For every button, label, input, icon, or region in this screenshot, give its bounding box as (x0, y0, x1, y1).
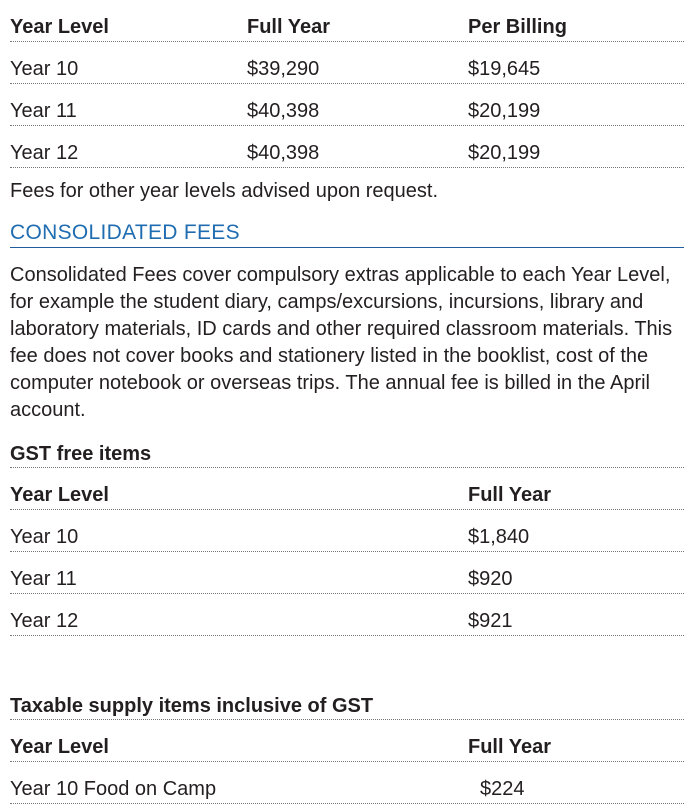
subheading-label: GST free items (10, 443, 152, 465)
table-row (10, 84, 684, 126)
column-header-per-billing: Per Billing (468, 16, 567, 38)
subheading-label: Taxable supply items inclusive of GST (10, 695, 374, 717)
table-row (10, 594, 684, 636)
consolidated-fees-description: Consolidated Fees cover compulsory extras applicable to each Year Level, for example the student diary, camps/excursions, incursions, library and laboratory materials, ID cards and other required classroom materials. This fee does not cover books and stationery listed in the booklist, cost of the computer notebook or overseas trips. The annual fee is billed in the April account. (10, 264, 673, 421)
column-header-year-level: Year Level (10, 736, 109, 758)
column-header-full-year: Full Year (247, 16, 331, 38)
consolidated-fees-heading (10, 220, 684, 248)
tuition-header-row (10, 0, 684, 42)
year-level-cell: Year 12 (10, 142, 79, 164)
item-cell: Year 10 Food on Camp (10, 778, 217, 800)
taxable-items-heading (10, 692, 684, 720)
gst-free-header-row (10, 468, 684, 510)
table-row (10, 510, 684, 552)
table-row (10, 762, 684, 804)
year-level-cell: Year 10 (10, 58, 79, 80)
per-billing-cell: $20,199 (468, 142, 541, 164)
full-year-cell: $1,840 (468, 526, 530, 548)
full-year-cell: $920 (468, 568, 513, 590)
year-level-cell: Year 10 (10, 526, 79, 548)
column-header-year-level: Year Level (10, 16, 109, 38)
column-header-full-year: Full Year (468, 736, 552, 758)
full-year-cell: $40,398 (247, 100, 320, 122)
table-row (10, 42, 684, 84)
full-year-cell: $224 (480, 778, 525, 800)
gst-free-heading (10, 440, 684, 468)
per-billing-cell: $20,199 (468, 100, 541, 122)
full-year-cell: $39,290 (247, 58, 320, 80)
section-title: CONSOLIDATED FEES (10, 221, 240, 244)
table-row (10, 126, 684, 168)
taxable-header-row (10, 720, 684, 762)
year-level-cell: Year 11 (10, 568, 77, 590)
year-level-cell: Year 12 (10, 610, 79, 632)
column-header-full-year: Full Year (468, 484, 552, 506)
table-row (10, 552, 684, 594)
full-year-cell: $40,398 (247, 142, 320, 164)
per-billing-cell: $19,645 (468, 58, 541, 80)
column-header-year-level: Year Level (10, 484, 109, 506)
other-year-levels-note: Fees for other year levels advised upon request. (10, 180, 439, 202)
year-level-cell: Year 11 (10, 100, 77, 122)
full-year-cell: $921 (468, 610, 513, 632)
